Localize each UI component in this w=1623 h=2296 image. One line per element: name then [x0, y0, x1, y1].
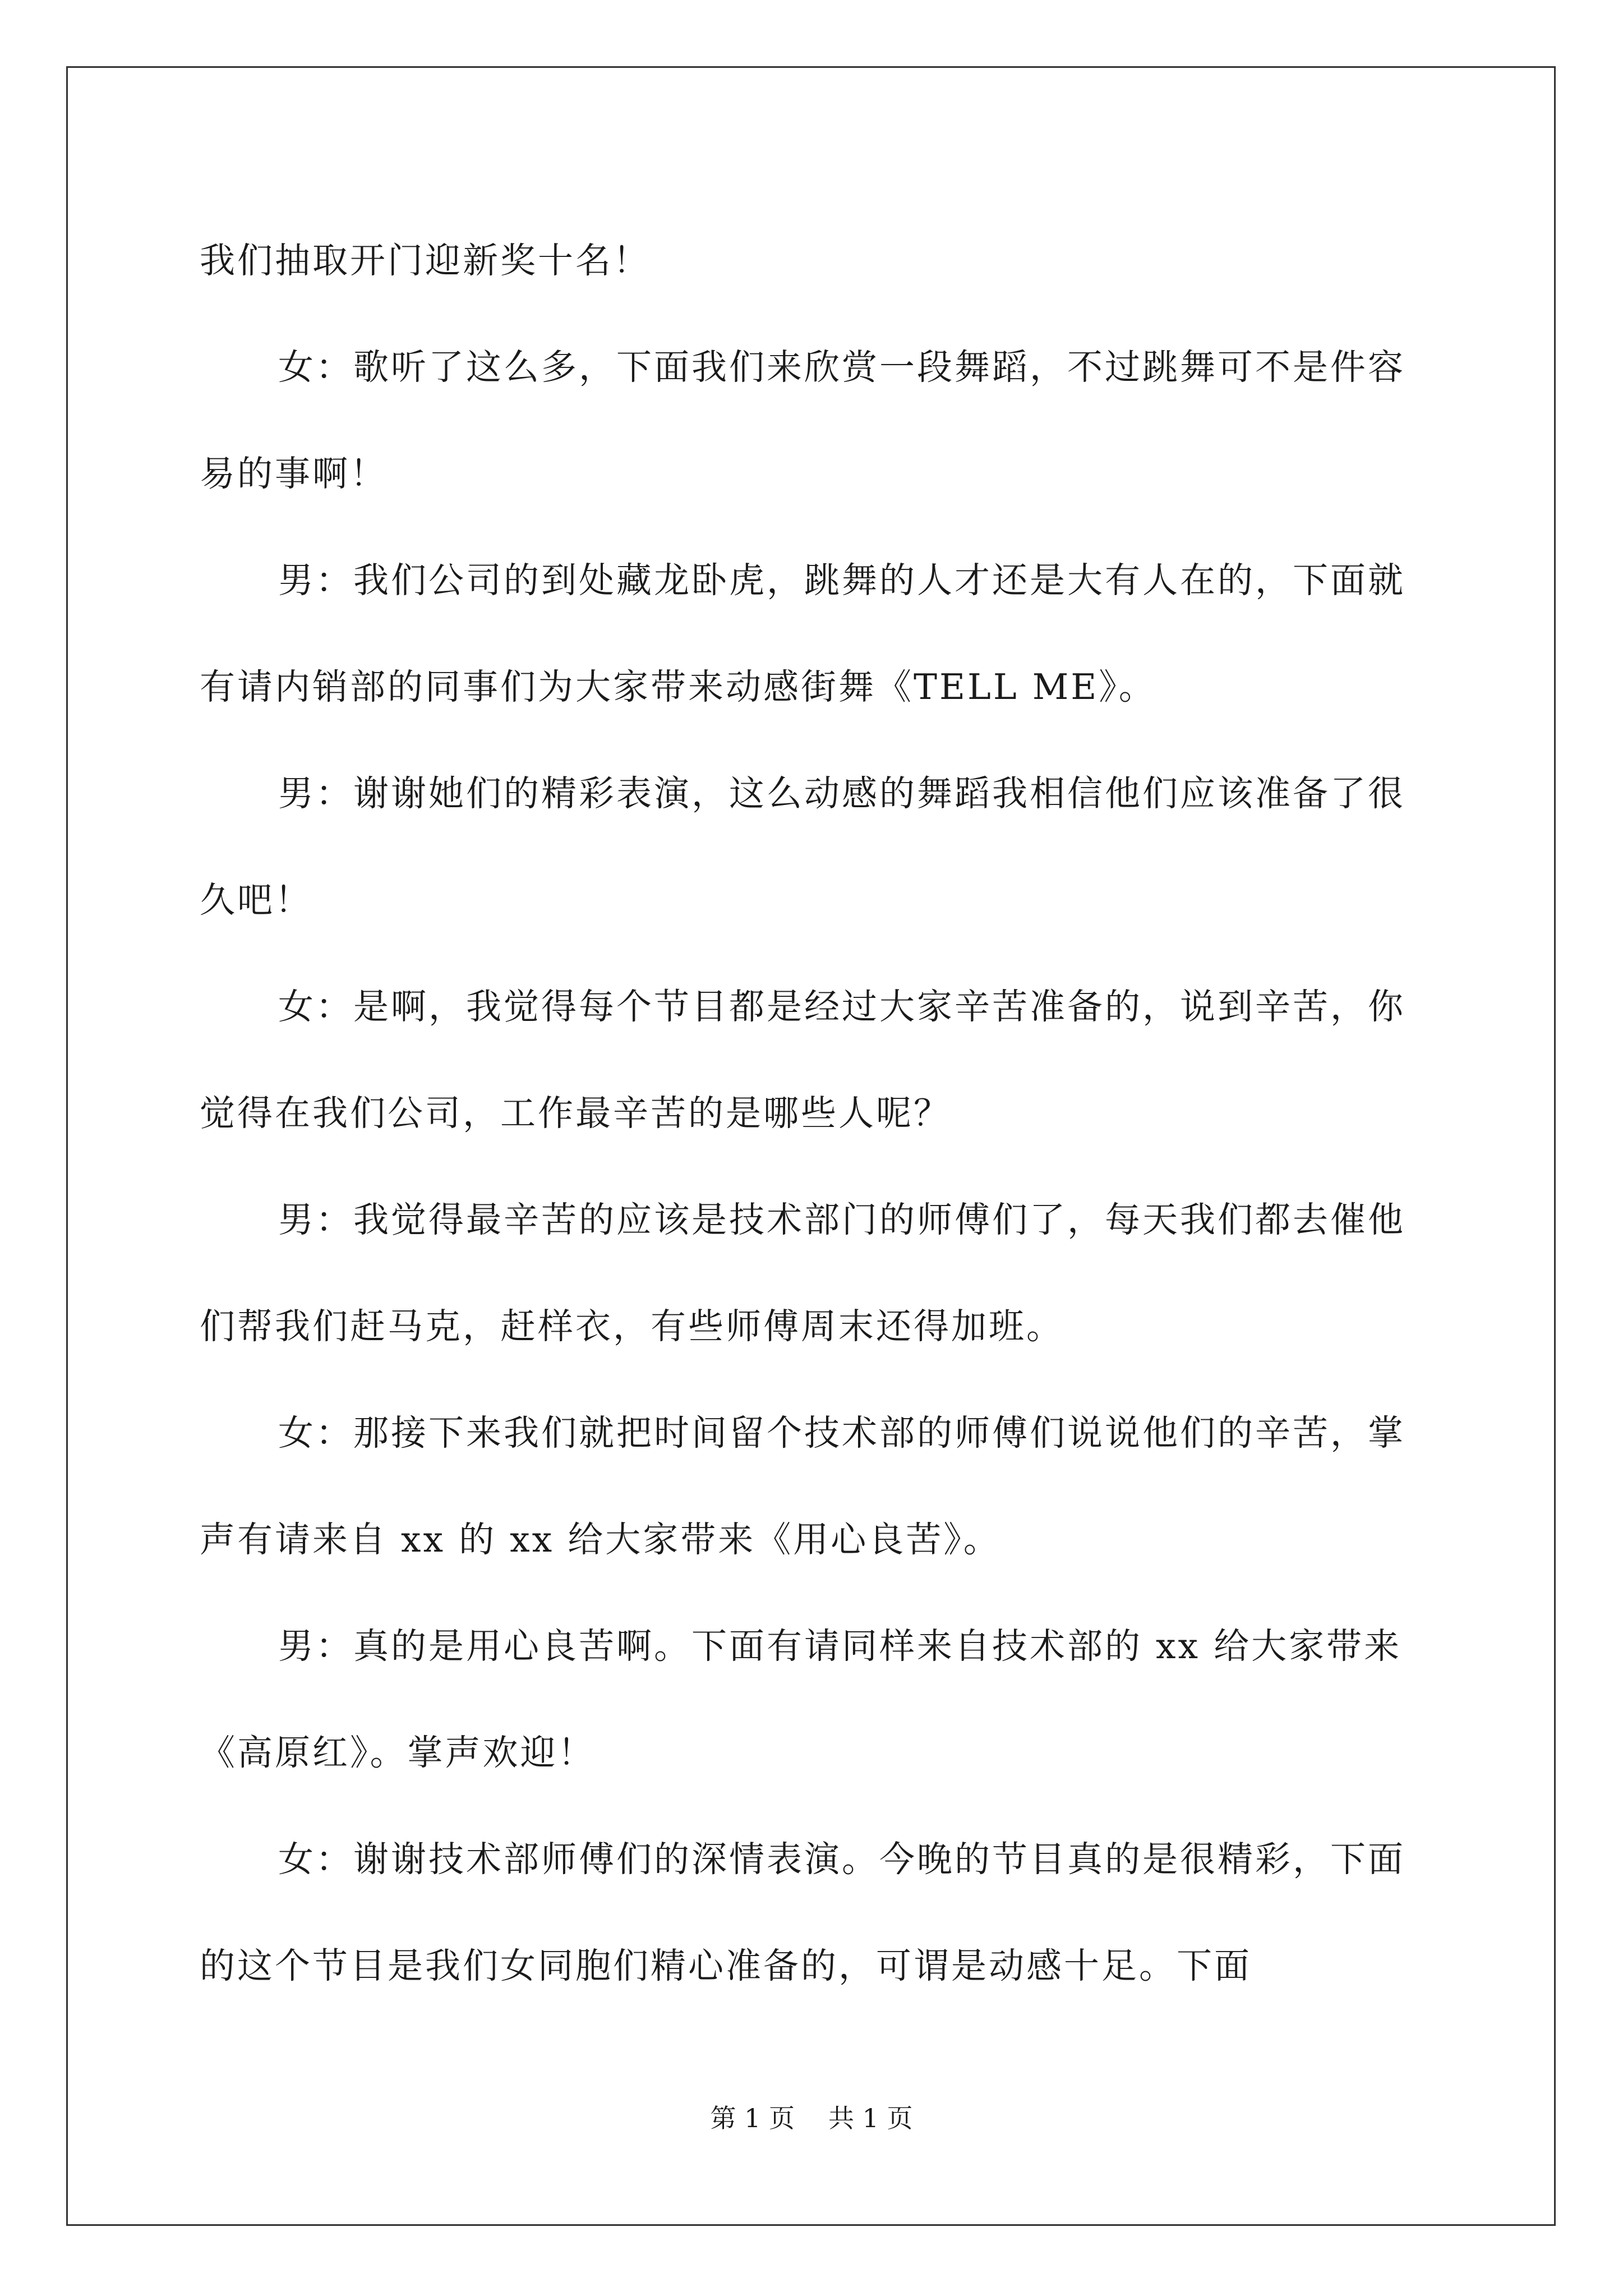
- paragraph-1: 我们抽取开门迎新奖十名！: [200, 240, 651, 281]
- paragraph-4: 男：谢谢她们的精彩表演，这么动感的舞蹈我相信他们应该准备了很久吧！: [200, 773, 1405, 921]
- paragraph-6: 男：我觉得最辛苦的应该是技术部门的师傅们了，每天我们都去催他们帮我们赶马克，赶样衣，有些师傅周末还得加班。: [200, 1199, 1405, 1347]
- paragraph-7: 女：那接下来我们就把时间留个技术部的师傅们说说他们的辛苦，掌声有请来自 xx 的 xx 给大家带来《用心良苦》。: [200, 1412, 1405, 1560]
- page-footer: [0, 2101, 1623, 2135]
- page-number-total: 共 1 页: [828, 2103, 913, 2133]
- paragraph-2: 女：歌听了这么多，下面我们来欣赏一段舞蹈，不过跳舞可不是件容易的事啊！: [200, 347, 1405, 494]
- page-number-current: 第 1 页: [710, 2103, 795, 2133]
- paragraph-3: 男：我们公司的到处藏龙卧虎，跳舞的人才还是大有人在的，下面就有请内销部的同事们为大家带来动感街舞《TELL ME》。: [200, 560, 1405, 707]
- paragraph-9: 女：谢谢技术部师傅们的深情表演。今晚的节目真的是很精彩，下面的这个节目是我们女同胞们精心准备的，可谓是动感十足。下面: [200, 1839, 1405, 1986]
- document-body: [200, 208, 1433, 2019]
- paragraph-8: 男：真的是用心良苦啊。下面有请同样来自技术部的 xx 给大家带来《高原红》。掌声欢迎！: [200, 1626, 1402, 1773]
- paragraph-5: 女：是啊，我觉得每个节目都是经过大家辛苦准备的，说到辛苦，你觉得在我们公司，工作最辛苦的是哪些人呢？: [200, 986, 1405, 1134]
